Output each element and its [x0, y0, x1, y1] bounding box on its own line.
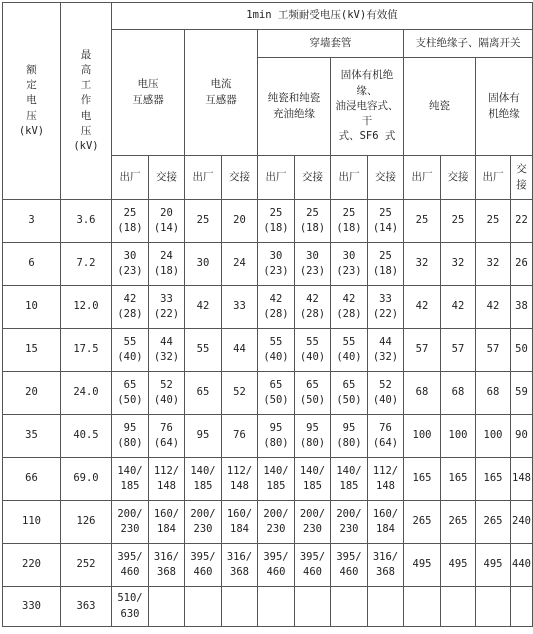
cell-value: 95 (80) — [258, 415, 295, 458]
cell-value: 90 — [511, 415, 533, 458]
cell-value: 165 — [441, 458, 476, 501]
header-voltage-transformer: 电压 互感器 — [112, 30, 185, 156]
cell-value: 30 (23) — [331, 243, 368, 286]
header-ct-factory: 出厂 — [185, 156, 222, 200]
cell-value: 65 (50) — [331, 372, 368, 415]
cell-value: 25 (18) — [331, 200, 368, 243]
cell-value: 24 (18) — [149, 243, 185, 286]
cell-value — [441, 587, 476, 627]
cell-rated-voltage: 3 — [3, 200, 61, 243]
cell-value: 395/ 460 — [331, 544, 368, 587]
cell-value: 112/ 148 — [222, 458, 258, 501]
cell-value: 68 — [476, 372, 511, 415]
cell-value: 95 (80) — [295, 415, 331, 458]
cell-max-voltage: 24.0 — [61, 372, 112, 415]
cell-value: 33 — [222, 286, 258, 329]
cell-value: 112/ 148 — [149, 458, 185, 501]
header-bushing-porcelain: 纯瓷和纯瓷 充油绝缘 — [258, 58, 331, 156]
cell-value: 52 (40) — [368, 372, 404, 415]
cell-value: 510/ 630 — [112, 587, 149, 627]
cell-value: 30 (23) — [112, 243, 149, 286]
cell-value: 100 — [441, 415, 476, 458]
cell-value: 55 (40) — [258, 329, 295, 372]
cell-value: 42 (28) — [258, 286, 295, 329]
cell-value: 100 — [404, 415, 441, 458]
cell-value: 95 — [185, 415, 222, 458]
cell-value: 316/ 368 — [222, 544, 258, 587]
cell-value: 26 — [511, 243, 533, 286]
cell-value: 25 (18) — [258, 200, 295, 243]
cell-value: 44 — [222, 329, 258, 372]
cell-value — [149, 587, 185, 627]
cell-value — [476, 587, 511, 627]
cell-value: 42 (28) — [295, 286, 331, 329]
cell-value: 42 — [185, 286, 222, 329]
cell-value: 140/ 185 — [185, 458, 222, 501]
cell-value: 30 (23) — [295, 243, 331, 286]
cell-value: 112/ 148 — [368, 458, 404, 501]
cell-value: 65 (50) — [112, 372, 149, 415]
cell-value: 140/ 185 — [295, 458, 331, 501]
cell-value: 440 — [511, 544, 533, 587]
cell-value: 25 (14) — [368, 200, 404, 243]
table-row — [3, 415, 533, 458]
cell-max-voltage: 17.5 — [61, 329, 112, 372]
cell-rated-voltage: 330 — [3, 587, 61, 627]
cell-value: 140/ 185 — [112, 458, 149, 501]
table-row — [3, 329, 533, 372]
cell-value: 30 (23) — [258, 243, 295, 286]
cell-value: 76 (64) — [149, 415, 185, 458]
cell-value: 38 — [511, 286, 533, 329]
cell-value: 44 (32) — [368, 329, 404, 372]
cell-value: 33 (22) — [368, 286, 404, 329]
withstand-voltage-table — [2, 2, 533, 627]
cell-rated-voltage: 110 — [3, 501, 61, 544]
cell-rated-voltage: 35 — [3, 415, 61, 458]
table-body — [3, 3, 533, 627]
table-row — [3, 501, 533, 544]
cell-value: 57 — [441, 329, 476, 372]
header-pp-factory: 出厂 — [404, 156, 441, 200]
cell-value: 25 (18) — [368, 243, 404, 286]
cell-value — [222, 587, 258, 627]
cell-value: 65 (50) — [258, 372, 295, 415]
cell-max-voltage: 126 — [61, 501, 112, 544]
cell-value: 33 (22) — [149, 286, 185, 329]
cell-rated-voltage: 6 — [3, 243, 61, 286]
header-post-porcelain: 纯瓷 — [404, 58, 476, 156]
cell-value: 25 — [441, 200, 476, 243]
cell-value: 160/ 184 — [222, 501, 258, 544]
cell-value: 200/ 230 — [185, 501, 222, 544]
cell-value: 42 (28) — [331, 286, 368, 329]
cell-max-voltage: 252 — [61, 544, 112, 587]
header-vt-handover: 交接 — [149, 156, 185, 200]
cell-value: 495 — [476, 544, 511, 587]
header-max-voltage: 最 高 工 作 电 压 (kV) — [61, 3, 112, 200]
cell-value: 55 (40) — [295, 329, 331, 372]
cell-value: 25 — [185, 200, 222, 243]
cell-value: 395/ 460 — [112, 544, 149, 587]
cell-value: 165 — [404, 458, 441, 501]
cell-value: 395/ 460 — [185, 544, 222, 587]
cell-value: 55 — [185, 329, 222, 372]
cell-value: 95 (80) — [112, 415, 149, 458]
cell-rated-voltage: 20 — [3, 372, 61, 415]
header-bs-handover: 交接 — [368, 156, 404, 200]
cell-max-voltage: 40.5 — [61, 415, 112, 458]
cell-value: 42 (28) — [112, 286, 149, 329]
cell-value: 55 (40) — [112, 329, 149, 372]
cell-value: 165 — [476, 458, 511, 501]
cell-value: 395/ 460 — [295, 544, 331, 587]
cell-value: 57 — [404, 329, 441, 372]
cell-value: 25 — [476, 200, 511, 243]
cell-value: 100 — [476, 415, 511, 458]
cell-value: 68 — [404, 372, 441, 415]
cell-value — [295, 587, 331, 627]
cell-value: 65 (50) — [295, 372, 331, 415]
cell-value: 42 — [441, 286, 476, 329]
table-row — [3, 200, 533, 243]
table-row — [3, 458, 533, 501]
header-post-solid: 固体有 机绝缘 — [476, 58, 533, 156]
cell-value: 20 (14) — [149, 200, 185, 243]
cell-value: 52 (40) — [149, 372, 185, 415]
cell-value — [368, 587, 404, 627]
cell-value: 316/ 368 — [368, 544, 404, 587]
cell-value: 265 — [404, 501, 441, 544]
header-ps-factory: 出厂 — [476, 156, 511, 200]
header-wall-bushing: 穿墙套管 — [258, 30, 404, 58]
cell-value — [404, 587, 441, 627]
table-row — [3, 286, 533, 329]
cell-value: 76 (64) — [368, 415, 404, 458]
cell-value: 160/ 184 — [149, 501, 185, 544]
cell-value: 200/ 230 — [295, 501, 331, 544]
cell-max-voltage: 69.0 — [61, 458, 112, 501]
cell-value: 148 — [511, 458, 533, 501]
cell-value: 22 — [511, 200, 533, 243]
cell-value: 495 — [404, 544, 441, 587]
header-ps-handover: 交 接 — [511, 156, 533, 200]
cell-value: 25 (18) — [112, 200, 149, 243]
cell-value: 25 (18) — [295, 200, 331, 243]
cell-value: 200/ 230 — [331, 501, 368, 544]
cell-value: 160/ 184 — [368, 501, 404, 544]
cell-rated-voltage: 66 — [3, 458, 61, 501]
cell-value: 95 (80) — [331, 415, 368, 458]
cell-value: 200/ 230 — [258, 501, 295, 544]
cell-value: 395/ 460 — [258, 544, 295, 587]
header-pp-handover: 交接 — [441, 156, 476, 200]
cell-value: 68 — [441, 372, 476, 415]
table-row — [3, 372, 533, 415]
header-ct-handover: 交接 — [222, 156, 258, 200]
cell-value: 42 — [476, 286, 511, 329]
cell-value: 140/ 185 — [331, 458, 368, 501]
cell-value: 59 — [511, 372, 533, 415]
header-bp-factory: 出厂 — [258, 156, 295, 200]
cell-value: 52 — [222, 372, 258, 415]
cell-rated-voltage: 220 — [3, 544, 61, 587]
cell-value — [185, 587, 222, 627]
cell-value: 44 (32) — [149, 329, 185, 372]
cell-value: 57 — [476, 329, 511, 372]
table-row — [3, 544, 533, 587]
table-row — [3, 243, 533, 286]
cell-rated-voltage: 10 — [3, 286, 61, 329]
cell-value — [511, 587, 533, 627]
cell-value: 316/ 368 — [149, 544, 185, 587]
header-main-title: 1min 工频耐受电压(kV)有效值 — [112, 3, 533, 30]
cell-max-voltage: 7.2 — [61, 243, 112, 286]
cell-rated-voltage: 15 — [3, 329, 61, 372]
cell-value: 200/ 230 — [112, 501, 149, 544]
cell-value: 495 — [441, 544, 476, 587]
cell-value: 265 — [441, 501, 476, 544]
cell-value: 32 — [404, 243, 441, 286]
cell-value: 76 — [222, 415, 258, 458]
cell-max-voltage: 12.0 — [61, 286, 112, 329]
cell-value — [258, 587, 295, 627]
cell-max-voltage: 3.6 — [61, 200, 112, 243]
header-current-transformer: 电流 互感器 — [185, 30, 258, 156]
cell-value: 42 — [404, 286, 441, 329]
cell-value: 32 — [441, 243, 476, 286]
cell-value: 24 — [222, 243, 258, 286]
cell-value: 65 — [185, 372, 222, 415]
cell-value: 265 — [476, 501, 511, 544]
cell-value: 30 — [185, 243, 222, 286]
header-rated-voltage: 额 定 电 压 (kV) — [3, 3, 61, 200]
header-bushing-solid: 固体有机绝 缘、 油浸电容式、 干 式、SF6 式 — [331, 58, 404, 156]
cell-value: 240 — [511, 501, 533, 544]
header-post-insulator: 支柱绝缘子、隔离开关 — [404, 30, 533, 58]
cell-value: 55 (40) — [331, 329, 368, 372]
cell-value: 20 — [222, 200, 258, 243]
cell-value: 32 — [476, 243, 511, 286]
header-bs-factory: 出厂 — [331, 156, 368, 200]
header-vt-factory: 出厂 — [112, 156, 149, 200]
cell-value — [331, 587, 368, 627]
header-bp-handover: 交接 — [295, 156, 331, 200]
cell-value: 50 — [511, 329, 533, 372]
table-row — [3, 587, 533, 627]
cell-value: 140/ 185 — [258, 458, 295, 501]
header-row-1 — [3, 3, 533, 30]
cell-max-voltage: 363 — [61, 587, 112, 627]
cell-value: 25 — [404, 200, 441, 243]
